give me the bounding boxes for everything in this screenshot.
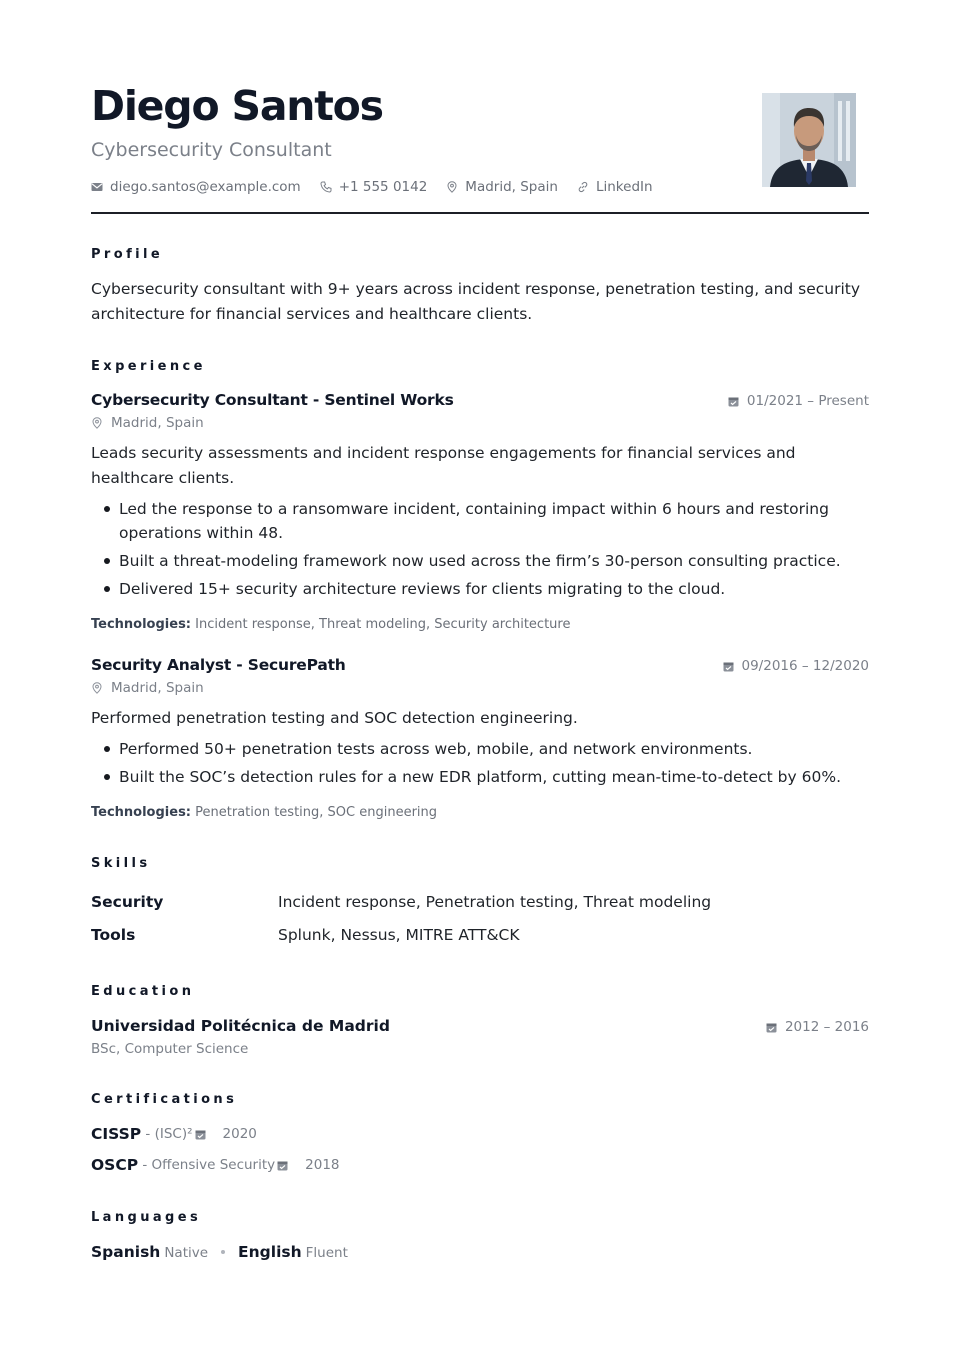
calendar-icon bbox=[723, 661, 734, 672]
technologies-label: Technologies: bbox=[91, 617, 192, 632]
job-location bbox=[91, 680, 204, 696]
job-title: Cybersecurity Consultant - Sentinel Works bbox=[91, 391, 454, 409]
job-achievements bbox=[103, 737, 869, 793]
header-divider bbox=[91, 212, 869, 214]
calendar-icon bbox=[195, 1129, 206, 1140]
map-pin-icon bbox=[446, 181, 458, 193]
achievement-item: Delivered 15+ security architecture reviews for clients migrating to the cloud. bbox=[103, 577, 869, 601]
contact-email-text: diego.santos@example.com bbox=[110, 179, 301, 195]
job-technologies bbox=[91, 805, 437, 820]
education-degree: BSc, Computer Science bbox=[91, 1041, 249, 1057]
job-achievements bbox=[103, 497, 869, 605]
achievement-item: Led the response to a ransomware incident, containing impact within 6 hours and restoring operations within 48. bbox=[103, 497, 869, 545]
skill-category: Tools bbox=[91, 926, 136, 944]
phone-icon bbox=[320, 181, 332, 193]
mail-icon bbox=[91, 181, 103, 193]
calendar-icon bbox=[728, 396, 739, 407]
certification-issuer: - (ISC)² bbox=[141, 1126, 193, 1142]
calendar-icon bbox=[766, 1022, 777, 1033]
job-dates-text: 09/2016 – 12/2020 bbox=[741, 658, 869, 674]
certification-year: 2020 bbox=[222, 1126, 257, 1142]
contact-linkedin[interactable] bbox=[577, 179, 653, 195]
certification-name: CISSP bbox=[91, 1125, 142, 1143]
certification-year: 2018 bbox=[305, 1157, 340, 1173]
section-heading-education: Education bbox=[91, 984, 195, 999]
job-summary: Performed penetration testing and SOC detection engineering. bbox=[91, 709, 578, 727]
job-title: Security Analyst - SecurePath bbox=[91, 656, 346, 674]
achievement-item: Built the SOC’s detection rules for a new EDR platform, cutting mean-time-to-detect by 60%. bbox=[103, 765, 869, 789]
achievement-item: Performed 50+ penetration tests across web, mobile, and network environments. bbox=[103, 737, 869, 761]
skill-category: Security bbox=[91, 893, 164, 911]
profile-summary: Cybersecurity consultant with 9+ years across incident response, penetration testing, and security architecture for financial services and healthcare clients. bbox=[91, 280, 861, 323]
skill-items: Incident response, Penetration testing, Threat modeling bbox=[278, 893, 712, 911]
contact-linkedin-text: LinkedIn bbox=[595, 179, 653, 195]
candidate-name: Diego Santos bbox=[91, 82, 383, 130]
job-location-text: Madrid, Spain bbox=[111, 680, 204, 696]
contact-bar bbox=[91, 179, 672, 195]
language-name: Spanish bbox=[91, 1243, 161, 1261]
contact-phone-text: +1 555 0142 bbox=[338, 179, 428, 195]
section-heading-skills: Skills bbox=[91, 856, 151, 871]
contact-email[interactable] bbox=[91, 179, 301, 195]
technologies-list: Penetration testing, SOC engineering bbox=[195, 805, 438, 820]
job-dates-text: 01/2021 – Present bbox=[746, 393, 869, 409]
profile-photo bbox=[762, 93, 856, 187]
separator-dot bbox=[221, 1250, 225, 1254]
technologies-label: Technologies: bbox=[91, 805, 192, 820]
contact-location bbox=[446, 179, 558, 195]
calendar-icon bbox=[277, 1160, 288, 1171]
section-heading-profile: Profile bbox=[91, 247, 164, 262]
contact-location-text: Madrid, Spain bbox=[465, 179, 558, 195]
job-location bbox=[91, 415, 204, 431]
certification-name: OSCP bbox=[91, 1156, 139, 1174]
certification-issuer: - Offensive Security bbox=[138, 1157, 276, 1173]
job-dates bbox=[723, 658, 870, 674]
education-institution: Universidad Politécnica de Madrid bbox=[91, 1017, 390, 1035]
language-name: English bbox=[238, 1243, 302, 1261]
education-dates bbox=[766, 1019, 869, 1035]
job-dates bbox=[728, 393, 869, 409]
job-technologies bbox=[91, 617, 570, 632]
candidate-headline: Cybersecurity Consultant bbox=[91, 139, 332, 161]
language-level: Fluent bbox=[305, 1245, 348, 1261]
section-heading-languages: Languages bbox=[91, 1210, 202, 1225]
job-location-text: Madrid, Spain bbox=[111, 415, 204, 431]
link-icon bbox=[577, 181, 589, 193]
language-list bbox=[91, 1243, 348, 1261]
achievement-item: Built a threat-modeling framework now used across the firm’s 30-person consulting practice. bbox=[103, 549, 869, 573]
certification-item bbox=[91, 1125, 257, 1143]
certification-item bbox=[91, 1156, 340, 1174]
contact-phone[interactable] bbox=[320, 179, 428, 195]
job-summary: Leads security assessments and incident response engagements for financial services and healthcare clients. bbox=[91, 444, 796, 487]
section-heading-certifications: Certifications bbox=[91, 1092, 238, 1107]
map-pin-icon bbox=[91, 682, 103, 694]
education-dates-text: 2012 – 2016 bbox=[784, 1019, 869, 1035]
map-pin-icon bbox=[91, 417, 103, 429]
language-level: Native bbox=[164, 1245, 209, 1261]
section-heading-experience: Experience bbox=[91, 359, 206, 374]
skill-items: Splunk, Nessus, MITRE ATT&CK bbox=[278, 926, 520, 944]
technologies-list: Incident response, Threat modeling, Security architecture bbox=[195, 617, 571, 632]
